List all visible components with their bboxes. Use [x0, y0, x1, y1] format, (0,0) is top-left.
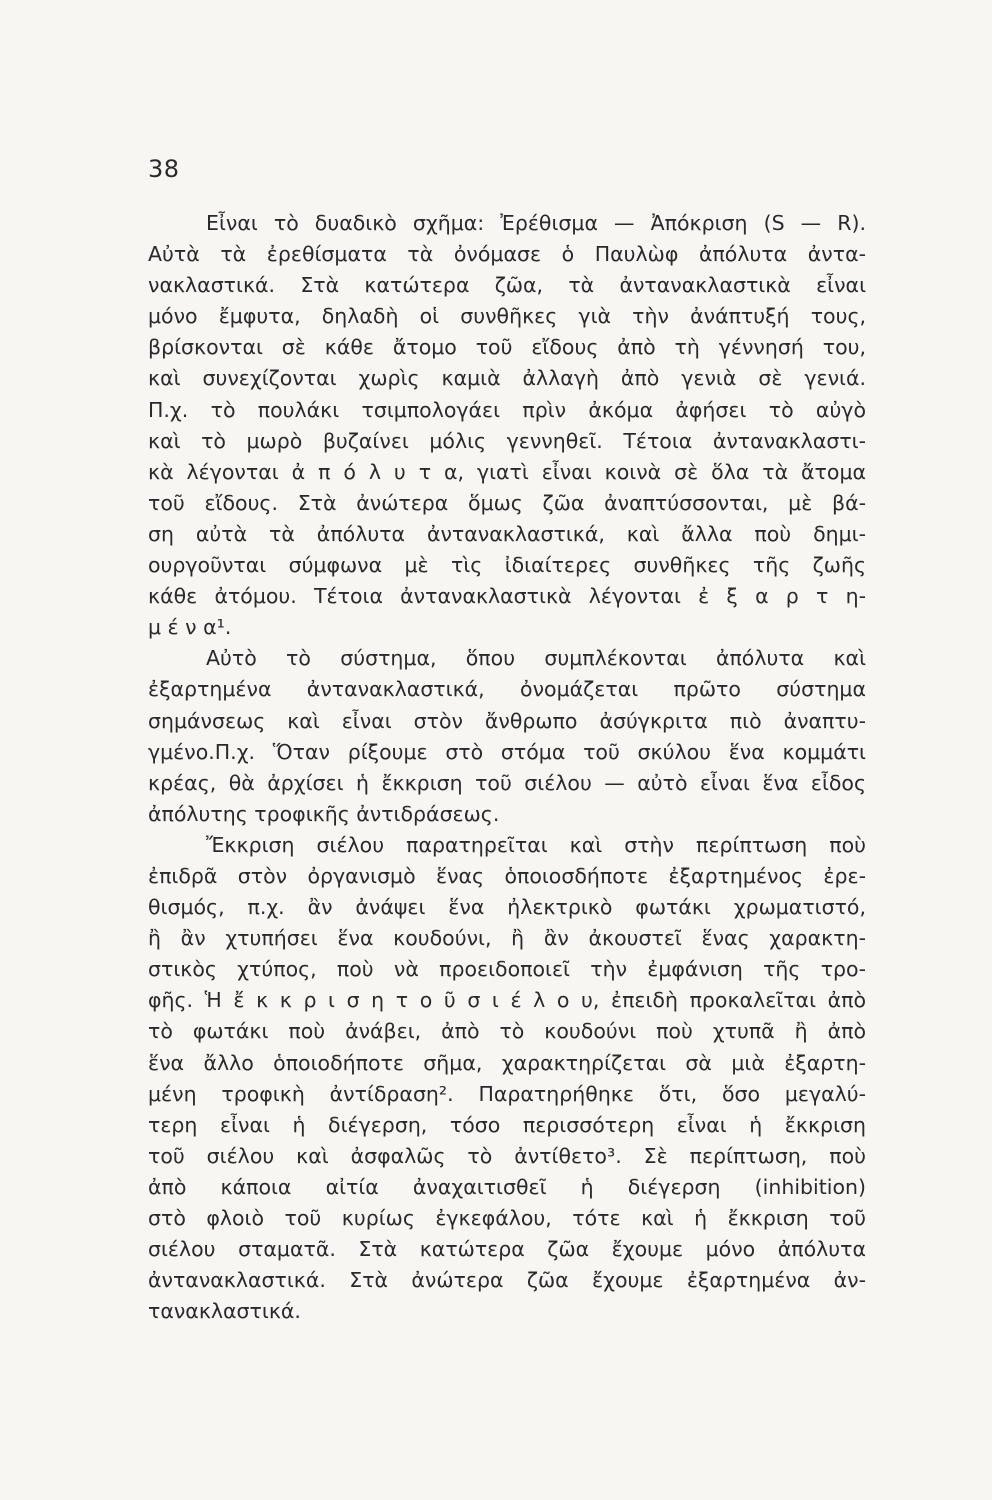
- text-line: ἀπόλυτης τροφικῆς ἀντιδράσεως.: [148, 801, 500, 826]
- text-line: Ἔκκριση σιέλου παρατηρεῖται καὶ στὴν περίπτωση ποὺ: [206, 832, 866, 857]
- text-line: νακλαστικά. Στὰ κατώτερα ζῶα, τὰ ἀντανακλαστικὰ εἶναι: [148, 273, 866, 298]
- text-line: σιέλου σταματᾶ. Στὰ κατώτερα ζῶα ἔχουμε μόνο ἀπόλυτα: [148, 1237, 866, 1262]
- text-line: τερη εἶναι ἡ διέγερση, τόσο περισσότερη εἶναι ἡ ἔκκριση: [148, 1112, 866, 1137]
- text-line: ἕνα ἄλλο ὁποιοδήποτε σῆμα, χαρακτηρίζεται σὰ μιὰ ἐξαρτη-: [148, 1050, 866, 1075]
- text-line: κρέας, θὰ ἀρχίσει ἡ ἔκκριση τοῦ σιέλου — αὐτὸ εἶναι ἕνα εἶδος: [148, 770, 866, 795]
- text-line: ἐξαρτημένα ἀντανακλαστικά, ὀνομάζεται πρῶτο σύστημα: [148, 677, 866, 702]
- page-number: 38: [148, 155, 180, 183]
- text-line: καὶ τὸ μωρὸ βυζαίνει μόλις γεννηθεῖ. Τέτοια ἀντανακλαστι-: [148, 428, 866, 453]
- text-line: τὸ φωτάκι ποὺ ἀνάβει, ἀπὸ τὸ κουδούνι ποὺ χτυπᾶ ἢ ἀπὸ: [148, 1019, 866, 1044]
- text-line: ἢ ἂν χτυπήσει ἕνα κουδούνι, ἢ ἂν ἀκουστεῖ ἕνας χαρακτη-: [148, 926, 866, 951]
- text-line: σημάνσεως καὶ εἶναι στὸν ἄνθρωπο ἀσύγκριτα πιὸ ἀναπτυ-: [148, 708, 866, 733]
- text-line: Αὐτὸ τὸ σύστημα, ὅπου συμπλέκονται ἀπόλυτα καὶ: [206, 646, 866, 671]
- text-line: μόνο ἔμφυτα, δηλαδὴ οἱ συνθῆκες γιὰ τὴν ἀνάπτυξή τους,: [148, 304, 866, 329]
- text-line: στὸ φλοιὸ τοῦ κυρίως ἐγκεφάλου, τότε καὶ ἡ ἔκκριση τοῦ: [148, 1206, 866, 1230]
- text-line: ἀντανακλαστικά. Στὰ ἀνώτερα ζῶα ἔχουμε ἐξαρτημένα ἀν-: [148, 1268, 866, 1293]
- text-line: κάθε ἀτόμου. Τέτοια ἀντανακλαστικὰ λέγονται ἐ ξ α ρ τ η-: [148, 584, 866, 609]
- text-line: βρίσκονται σὲ κάθε ἄτομο τοῦ εἴδους ἀπὸ τὴ γέννησή του,: [148, 335, 866, 360]
- text-line: Εἶναι τὸ δυαδικὸ σχῆμα: Ἐρέθισμα — Ἀπόκριση (S — R).: [206, 211, 866, 235]
- text-line: τοῦ εἴδους. Στὰ ἀνώτερα ὅμως ζῶα ἀναπτύσσονται, μὲ βά-: [148, 490, 866, 515]
- text-line: μ έ ν α¹.: [148, 615, 232, 640]
- text-line: Π.χ. τὸ πουλάκι τσιμπολογάει πρὶν ἀκόμα ἀφήσει τὸ αὐγὸ: [148, 397, 866, 422]
- text-line: τανακλαστικά.: [148, 1299, 301, 1324]
- text-line: ἀπὸ κάποια αἰτία ἀναχαιτισθεῖ ἡ διέγερση (inhibition): [148, 1174, 866, 1199]
- text-line: ἐπιδρᾶ στὸν ὀργανισμὸ ἕνας ὁποιοσδήποτε ἐξαρτημένος ἐρε-: [148, 863, 866, 888]
- text-line: στικὸς χτύπος, ποὺ νὰ προειδοποιεῖ τὴν ἐμφάνιση τῆς τρο-: [148, 957, 866, 982]
- text-line: μένη τροφικὴ ἀντίδραση². Παρατηρήθηκε ὅτι, ὅσο μεγαλύ-: [148, 1081, 866, 1106]
- text-line: γμένο.Π.χ. Ὅταν ρίξουμε στὸ στόμα τοῦ σκύλου ἕνα κομμάτι: [148, 739, 866, 764]
- text-line: ουργοῦνται σύμφωνα μὲ τὶς ἰδιαίτερες συνθῆκες τῆς ζωῆς: [148, 553, 866, 578]
- text-line: καὶ συνεχίζονται χωρὶς καμιὰ ἀλλαγὴ ἀπὸ γενιὰ σὲ γενιά.: [148, 366, 866, 391]
- text-line: κὰ λέγονται ἀ π ό λ υ τ α, γιατὶ εἶναι κοινὰ σὲ ὅλα τὰ ἄτομα: [148, 459, 866, 484]
- text-line: τοῦ σιέλου καὶ ἀσφαλῶς τὸ ἀντίθετο³. Σὲ περίπτωση, ποὺ: [148, 1143, 866, 1168]
- text-line: ση αὐτὰ τὰ ἀπόλυτα ἀντανακλαστικά, καὶ ἄλλα ποὺ δημι-: [148, 521, 866, 546]
- text-line: Αὐτὰ τὰ ἐρεθίσματα τὰ ὀνόμασε ὁ Παυλὼφ ἀπόλυτα ἀντα-: [148, 242, 866, 267]
- text-line: φῆς. Ἡ ἔ κ κ ρ ι σ η τ ο ῦ σ ι έ λ ο υ, ἐπειδὴ προκαλεῖται ἀπὸ: [148, 988, 866, 1013]
- text-line: θισμός, π.χ. ἂν ἀνάψει ἕνα ἠλεκτρικὸ φωτάκι χρωματιστό,: [148, 895, 866, 920]
- body-text: [148, 208, 866, 1327]
